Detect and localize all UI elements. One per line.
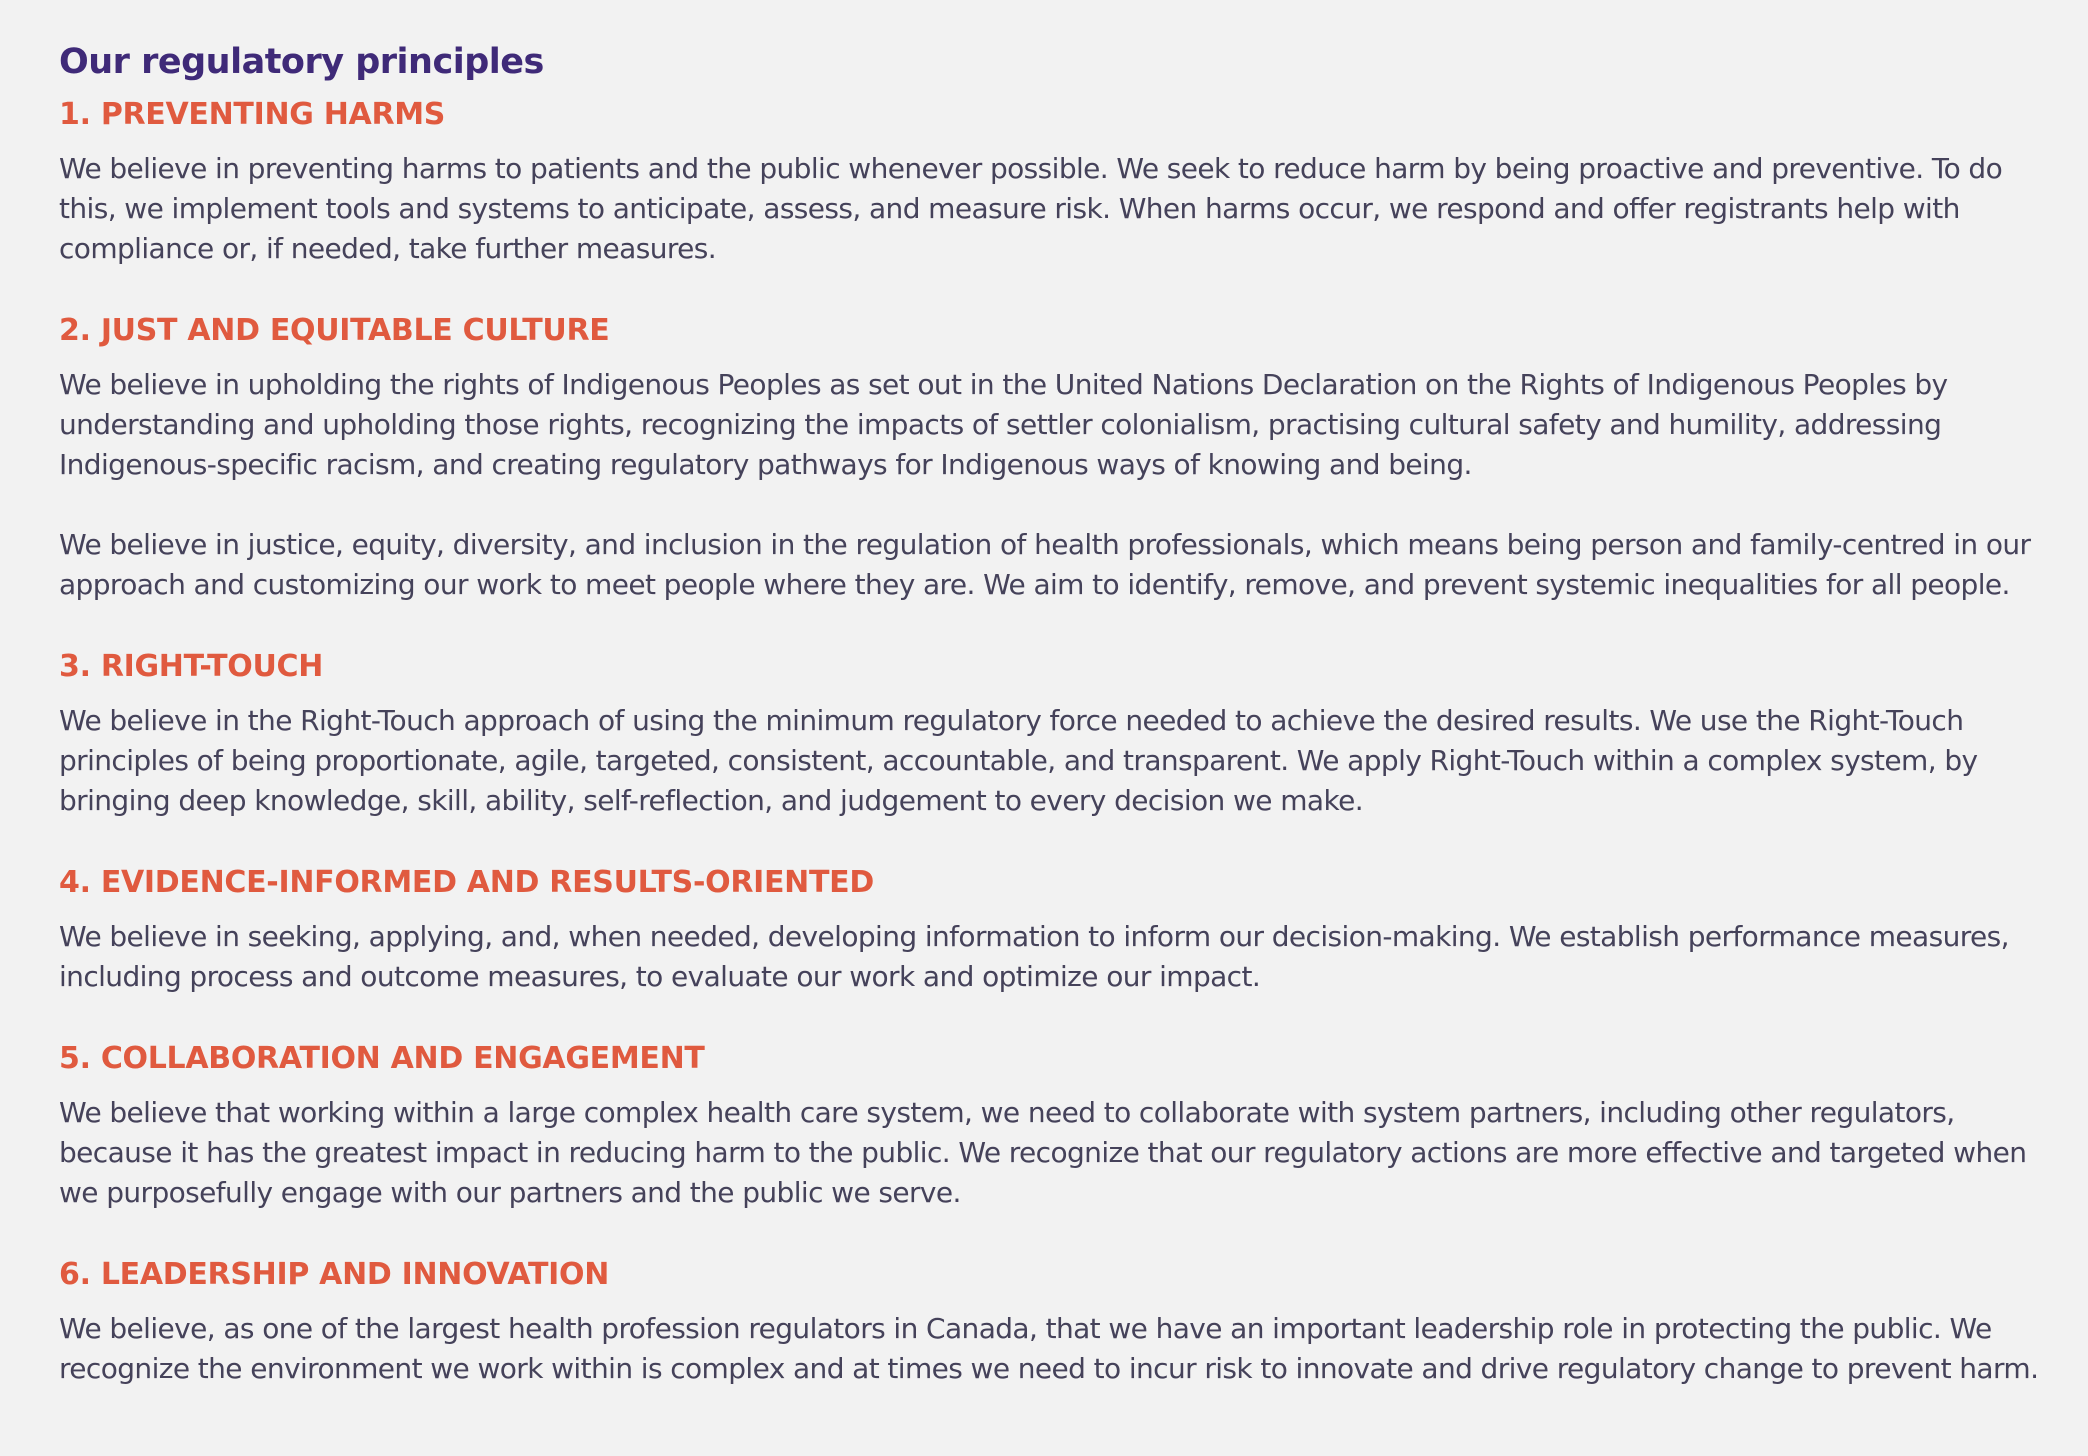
section-paragraph: We believe in preventing harms to patients and the public whenever possible. We seek to reduce harm by being proactive and preventive. To do this, we implement tools and systems to anticipate, assess, and measure risk. When harms occur, we respond and offer registrants help with compliance or, if needed, take further measures.: [59, 152, 2003, 265]
section-paragraph: We believe in seeking, applying, and, when needed, developing information to inform our decision-making. We establish performance measures, including process and outcome measures, to evaluate our work and optimize our impact.: [59, 920, 2009, 993]
section-collaboration-and-engagement: [59, 1039, 2060, 1213]
section-heading: 4. EVIDENCE-INFORMED AND RESULTS-ORIENTED: [59, 865, 874, 900]
section-heading: 1. PREVENTING HARMS: [59, 97, 446, 132]
section-heading: 2. JUST AND EQUITABLE CULTURE: [59, 313, 610, 348]
section-preventing-harms: [59, 95, 2060, 269]
section-heading: 3. RIGHT-TOUCH: [59, 649, 324, 684]
section-paragraph: We believe, as one of the largest health profession regulators in Canada, that we have an important leadership role in protecting the public. We recognize the environment we work within is complex and at times we need to incur risk to innovate and drive regulatory change to prevent harm.: [59, 1312, 2039, 1385]
page-title: Our regulatory principles: [59, 42, 544, 82]
section-paragraph: We believe in upholding the rights of Indigenous Peoples as set out in the United Nations Declaration on the Rights of Indigenous Peoples by understanding and upholding those rights, recognizing the impacts of settler colonialism, practising cultural safety and humility, addressing Indigenous-specific racism, and creating regulatory pathways for Indigenous ways of knowing and being.: [59, 368, 1948, 481]
section-paragraph: We believe that working within a large complex health care system, we need to collaborate with system partners, including other regulators, because it has the greatest impact in reducing harm to the public. We recognize that our regulatory actions are more effective and targeted when we purposefully engage with our partners and the public we serve.: [59, 1096, 2027, 1209]
section-paragraph: We believe in justice, equity, diversity, and inclusion in the regulation of health professionals, which means being person and family-centred in our approach and customizing our work to meet people where they are. We aim to identify, remove, and prevent systemic inequalities for all people.: [59, 528, 2031, 601]
section-heading: 5. COLLABORATION AND ENGAGEMENT: [59, 1041, 705, 1076]
section-paragraph: We believe in the Right-Touch approach of using the minimum regulatory force needed to achieve the desired results. We use the Right-Touch principles of being proportionate, agile, targeted, consistent, accountable, and transparent. We apply Right-Touch within a complex system, by bringing deep knowledge, skill, ability, self-reflection, and judgement to every decision we make.: [59, 704, 1978, 817]
section-heading: 6. LEADERSHIP AND INNOVATION: [59, 1257, 609, 1292]
section-leadership-and-innovation: [59, 1255, 2060, 1389]
section-evidence-informed: [59, 863, 2060, 997]
section-right-touch: [59, 647, 2060, 821]
section-just-and-equitable-culture: [59, 311, 2060, 605]
